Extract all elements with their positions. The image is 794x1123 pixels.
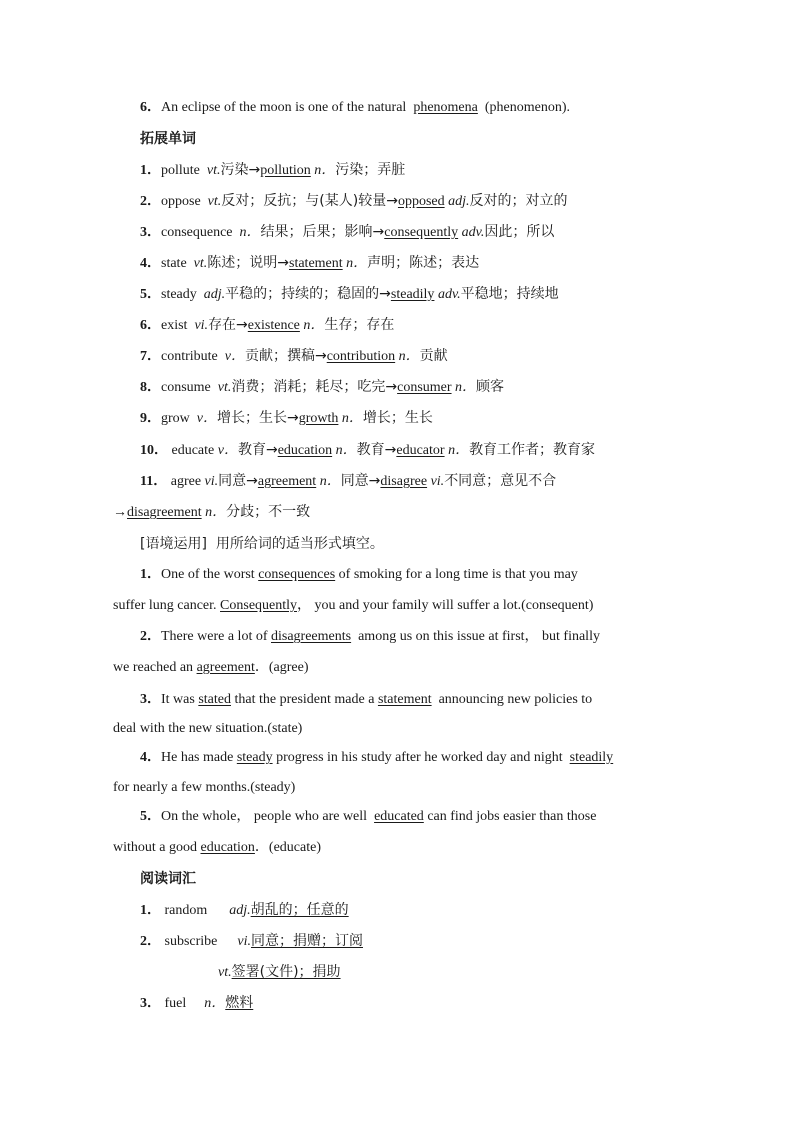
answer-blank: education bbox=[200, 840, 255, 855]
part-of-speech: vi. bbox=[204, 474, 219, 489]
item-number: 2． bbox=[140, 629, 161, 644]
meaning: 贡献 bbox=[419, 348, 448, 364]
sentence-text: announcing new policies to bbox=[438, 692, 593, 707]
extension-item bbox=[140, 192, 568, 211]
item-number: 1． bbox=[140, 163, 161, 178]
answer-blank: consequences bbox=[258, 567, 336, 582]
base-word: oppose bbox=[161, 194, 201, 209]
context-sentence-2-cont bbox=[113, 659, 309, 677]
sentence-text: ．(educate) bbox=[254, 840, 321, 855]
context-sentence-4-cont bbox=[113, 779, 295, 797]
answer-blank: steady bbox=[236, 750, 273, 765]
q6-line bbox=[140, 99, 570, 117]
part-of-speech: n． bbox=[455, 380, 477, 395]
meaning: 反对的；对立的 bbox=[469, 193, 568, 209]
context-sentence-1-cont bbox=[113, 597, 593, 615]
part-of-speech: vt. bbox=[217, 380, 232, 395]
arrow: → bbox=[113, 505, 127, 520]
sentence-text: we reached an bbox=[113, 660, 194, 675]
part-of-speech: n． bbox=[239, 225, 261, 240]
section-title-extension: 拓展单词 bbox=[140, 131, 196, 147]
item-number: 1． bbox=[140, 903, 161, 918]
part-of-speech: vt. bbox=[193, 256, 208, 271]
meaning: 增长；生长 bbox=[362, 410, 433, 426]
answer-blank: opposed bbox=[397, 194, 445, 209]
section-tag: [语境运用] bbox=[140, 536, 207, 552]
vocab-word: subscribe bbox=[164, 934, 218, 949]
sentence-text: among us on this issue at first， but finally bbox=[358, 629, 600, 644]
extension-item bbox=[140, 223, 554, 242]
meaning: 生存；存在 bbox=[324, 317, 395, 333]
answer-blank: phenomena bbox=[413, 100, 478, 115]
instruction: 用所给词的适当形式填空。 bbox=[215, 536, 384, 552]
answer-blank: consumer bbox=[397, 380, 452, 395]
meaning: 教育→ bbox=[356, 442, 397, 458]
sentence-text: without a good bbox=[113, 840, 197, 855]
vocab-word: random bbox=[164, 903, 208, 918]
part-of-speech: n． bbox=[398, 349, 420, 364]
meaning: 声明；陈述；表达 bbox=[367, 255, 480, 271]
part-of-speech: n． bbox=[205, 505, 227, 520]
extension-item bbox=[140, 378, 504, 397]
part-of-speech: vi. bbox=[237, 934, 251, 949]
part-of-speech: n． bbox=[346, 256, 368, 271]
context-sentence-5 bbox=[140, 808, 596, 826]
extension-item bbox=[140, 316, 394, 335]
item-number: 8． bbox=[140, 380, 161, 395]
context-sentence-4 bbox=[140, 749, 613, 767]
meaning: 教育→ bbox=[237, 442, 278, 458]
base-word: agree bbox=[170, 474, 202, 489]
answer-blank: statement bbox=[289, 256, 343, 271]
base-word: exist bbox=[161, 318, 188, 333]
meaning: 贡献；撰稿→ bbox=[244, 348, 327, 364]
part-of-speech: n． bbox=[204, 996, 226, 1011]
context-sentence-2 bbox=[140, 628, 600, 646]
item-number: 2． bbox=[140, 934, 161, 949]
answer-blank: 同意；捐赠；订阅 bbox=[251, 933, 363, 949]
answer-blank: agreement bbox=[196, 660, 255, 675]
sentence-text: One of the worst bbox=[161, 567, 255, 582]
reading-item-3 bbox=[140, 994, 253, 1013]
answer-blank: 胡乱的；任意的 bbox=[250, 902, 349, 918]
answer-blank: steadily bbox=[569, 750, 614, 765]
part-of-speech: n． bbox=[319, 474, 341, 489]
sentence-text: He has made bbox=[161, 750, 234, 765]
part-of-speech: n． bbox=[448, 443, 470, 458]
answer-blank: disagreements bbox=[271, 629, 352, 644]
sentence-text: deal with the new situation.(state) bbox=[113, 721, 303, 736]
meaning: 结果；后果；影响→ bbox=[260, 224, 385, 240]
base-word: consume bbox=[161, 380, 211, 395]
answer-blank: pollution bbox=[260, 163, 311, 178]
meaning: 平稳地；持续地 bbox=[460, 286, 559, 302]
item-number: 4． bbox=[140, 750, 161, 765]
item-number: 7． bbox=[140, 349, 161, 364]
vocab-word: fuel bbox=[164, 996, 187, 1011]
sentence-text: for nearly a few months.(steady) bbox=[113, 780, 296, 795]
answer-blank: educated bbox=[374, 809, 424, 824]
part-of-speech: adj. bbox=[203, 287, 226, 302]
answer-blank: agreement bbox=[257, 474, 317, 489]
answer-blank: existence bbox=[247, 318, 300, 333]
base-word: consequence bbox=[161, 225, 233, 240]
answer-blank: 签署(文件)；捐助 bbox=[231, 964, 341, 980]
item-number: 2． bbox=[140, 194, 161, 209]
extension-item bbox=[140, 161, 405, 180]
answer-blank: consequently bbox=[384, 225, 459, 240]
answer-blank: disagree bbox=[380, 474, 428, 489]
part-of-speech: adj. bbox=[448, 194, 470, 209]
extension-item-11-cont bbox=[113, 503, 310, 522]
base-word: state bbox=[161, 256, 187, 271]
part-of-speech: vt. bbox=[218, 965, 232, 980]
item-number: 6． bbox=[140, 318, 161, 333]
item-number: 4． bbox=[140, 256, 161, 271]
sentence-text: progress in his study after he worked day and night bbox=[276, 750, 563, 765]
sentence-text: that the president made a bbox=[234, 692, 375, 707]
answer-blank: Consequently bbox=[220, 598, 298, 613]
part-of-speech: vi. bbox=[194, 318, 209, 333]
part-of-speech: v． bbox=[217, 443, 238, 458]
extension-item-10 bbox=[140, 441, 595, 460]
sentence-text: can find jobs easier than those bbox=[427, 809, 597, 824]
base-word: educate bbox=[171, 443, 215, 458]
meaning: 不同意；意见不合 bbox=[444, 473, 557, 489]
part-of-speech: n． bbox=[303, 318, 325, 333]
answer-blank: steadily bbox=[390, 287, 435, 302]
item-number: 3． bbox=[140, 225, 161, 240]
part-of-speech: n． bbox=[335, 443, 357, 458]
reading-item-2-cont bbox=[218, 963, 341, 982]
part-of-speech: v． bbox=[224, 349, 245, 364]
meaning: 平稳的；持续的；稳固的→ bbox=[225, 286, 391, 302]
answer-blank: stated bbox=[198, 692, 231, 707]
sentence-text: On the whole， people who are well bbox=[161, 809, 368, 824]
base-word: steady bbox=[161, 287, 197, 302]
base-word: grow bbox=[161, 411, 190, 426]
part-of-speech: vi. bbox=[430, 474, 445, 489]
base-word: contribute bbox=[161, 349, 218, 364]
item-number: 6． bbox=[140, 100, 161, 115]
context-sentence-3 bbox=[140, 691, 592, 709]
sentence-text: It was bbox=[161, 692, 195, 707]
item-number: 3． bbox=[140, 692, 161, 707]
sentence-text: An eclipse of the moon is one of the natural bbox=[161, 100, 407, 115]
extension-item-11 bbox=[140, 472, 556, 491]
extension-item bbox=[140, 254, 479, 273]
sentence-text: ．(agree) bbox=[254, 660, 309, 675]
meaning: 顾客 bbox=[476, 379, 505, 395]
sentence-text: ， you and your family will suffer a lot.(consequent) bbox=[297, 598, 594, 613]
answer-blank: statement bbox=[377, 692, 432, 707]
meaning: 消费；消耗；耗尽；吃完→ bbox=[231, 379, 398, 395]
extension-item bbox=[140, 409, 433, 428]
section-title-reading: 阅读词汇 bbox=[140, 871, 196, 887]
answer-blank: educator bbox=[396, 443, 445, 458]
item-number: 9． bbox=[140, 411, 161, 426]
part-of-speech: n． bbox=[341, 411, 363, 426]
meaning: 教育工作者；教育家 bbox=[469, 442, 596, 458]
item-number: 10． bbox=[140, 443, 168, 458]
answer-blank: disagreement bbox=[127, 505, 202, 520]
meaning: 因此；所以 bbox=[484, 224, 555, 240]
part-of-speech: adv. bbox=[461, 225, 485, 240]
part-of-speech: v． bbox=[196, 411, 217, 426]
extension-item bbox=[140, 285, 559, 304]
sentence-text: of smoking for a long time is that you may bbox=[338, 567, 578, 582]
meaning: 污染；弄脏 bbox=[335, 162, 406, 178]
item-number: 5． bbox=[140, 287, 161, 302]
answer-blank: 燃料 bbox=[225, 995, 254, 1011]
context-sentence-3-cont bbox=[113, 720, 302, 738]
hint-word: (phenomenon). bbox=[484, 100, 571, 115]
item-number: 1． bbox=[140, 567, 161, 582]
section-title-context bbox=[140, 535, 384, 553]
answer-blank: growth bbox=[298, 411, 339, 426]
sentence-text: suffer lung cancer. bbox=[113, 598, 217, 613]
extension-item bbox=[140, 347, 448, 366]
meaning: 增长；生长→ bbox=[217, 410, 299, 426]
context-sentence-5-cont bbox=[113, 839, 321, 857]
base-word: pollute bbox=[161, 163, 200, 178]
context-sentence-1 bbox=[140, 566, 578, 584]
item-number: 11． bbox=[140, 474, 168, 489]
item-number: 5． bbox=[140, 809, 161, 824]
meaning: 同意→ bbox=[340, 473, 381, 489]
part-of-speech: adv. bbox=[437, 287, 461, 302]
sentence-text: There were a lot of bbox=[161, 629, 268, 644]
meaning: 陈述；说明→ bbox=[207, 255, 289, 271]
reading-item-2 bbox=[140, 932, 363, 951]
part-of-speech: adj. bbox=[229, 903, 251, 918]
part-of-speech: vt. bbox=[207, 194, 222, 209]
meaning: 反对；反抗；与(某人)较量→ bbox=[221, 193, 398, 209]
meaning: 存在→ bbox=[208, 317, 248, 333]
item-number: 3． bbox=[140, 996, 161, 1011]
answer-blank: education bbox=[277, 443, 333, 458]
meaning: 分歧；不一致 bbox=[226, 504, 311, 520]
part-of-speech: vt. bbox=[206, 163, 221, 178]
part-of-speech: n． bbox=[314, 163, 336, 178]
reading-item-1 bbox=[140, 901, 349, 920]
meaning: 同意→ bbox=[218, 473, 258, 489]
meaning: 污染→ bbox=[220, 162, 261, 178]
answer-blank: contribution bbox=[326, 349, 396, 364]
